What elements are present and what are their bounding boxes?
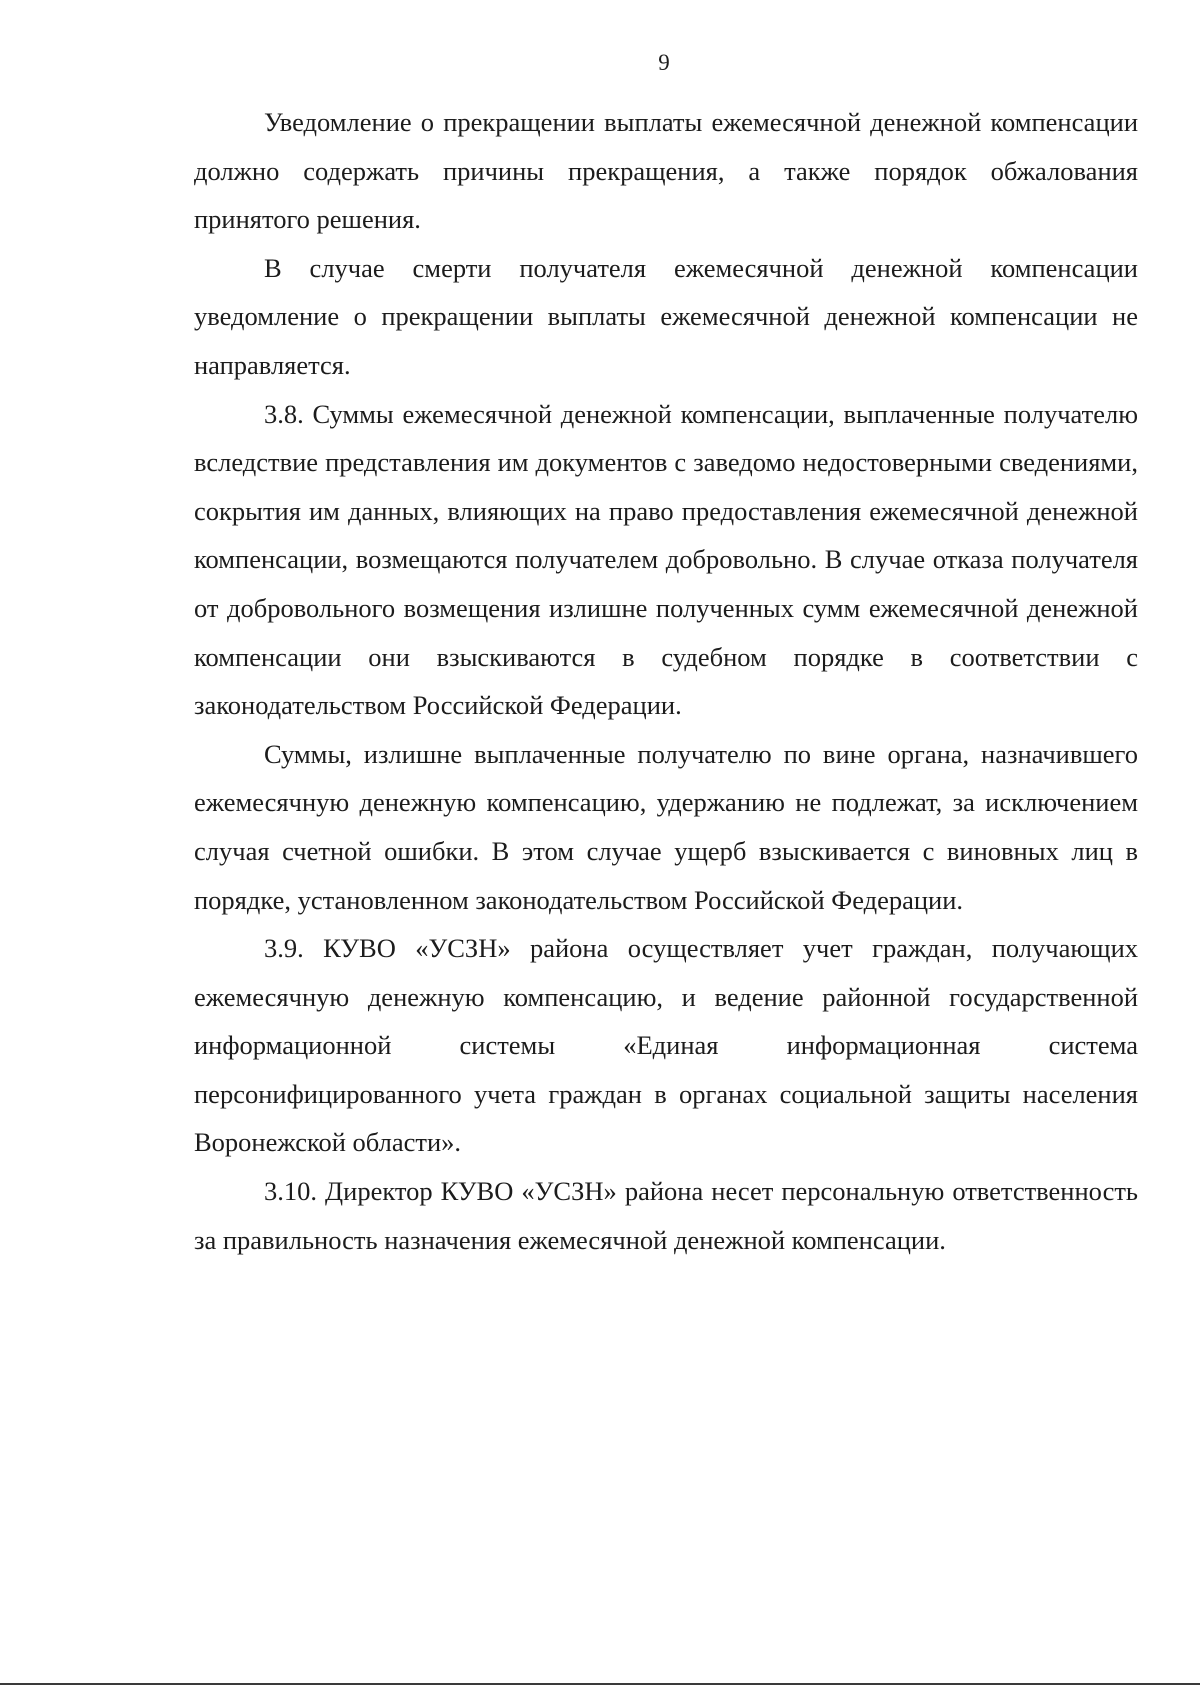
paragraph-3-10: 3.10. Директор КУВО «УСЗН» района несет персональную ответственность за правильность назначения ежемесячной денежной компенсации. — [194, 1176, 1138, 1255]
paragraph-overpayment-by-authority: Суммы, излишне выплаченные получателю по вине органа, назначившего ежемесячную денежную компенсацию, удержанию не подлежат, за исключением случая счетной ошибки. В этом случае ущерб взыскивается с виновных лиц в порядке, установленном законодательством Российской Федерации. — [194, 738, 1138, 915]
scan-bottom-edge-line — [0, 1683, 1200, 1685]
paragraph-3-8: 3.8. Суммы ежемесячной денежной компенсации, выплаченные получателю вследствие представления им документов с заведомо недостоверными сведениями, сокрытия им данных, влияющих на право предоставления ежемесячной денежной компенсации, возмещаются получателем добровольно. В случае отказа получателя от добровольного возмещения излишне полученных сумм ежемесячной денежной компенсации они взыскиваются в судебном порядке в соответствии с законодательством Российской Федерации. — [194, 398, 1138, 721]
paragraph-notification-content: Уведомление о прекращении выплаты ежемесячной денежной компенсации должно содержать причины прекращения, а также порядок обжалования принятого решения. — [194, 107, 1138, 235]
paragraph-recipient-death: В случае смерти получателя ежемесячной денежной компенсации уведомление о прекращении выплаты ежемесячной денежной компенсации не направляется. — [194, 252, 1138, 380]
document-body — [194, 98, 1138, 1264]
page-number: 9 — [658, 50, 670, 75]
paragraph-3-9: 3.9. КУВО «УСЗН» района осуществляет учет граждан, получающих ежемесячную денежную компенсацию, и ведение районной государственной информационной системы «Единая информационная система персонифицированного учета граждан в органах социальной защиты населения Воронежской области». — [194, 933, 1138, 1158]
